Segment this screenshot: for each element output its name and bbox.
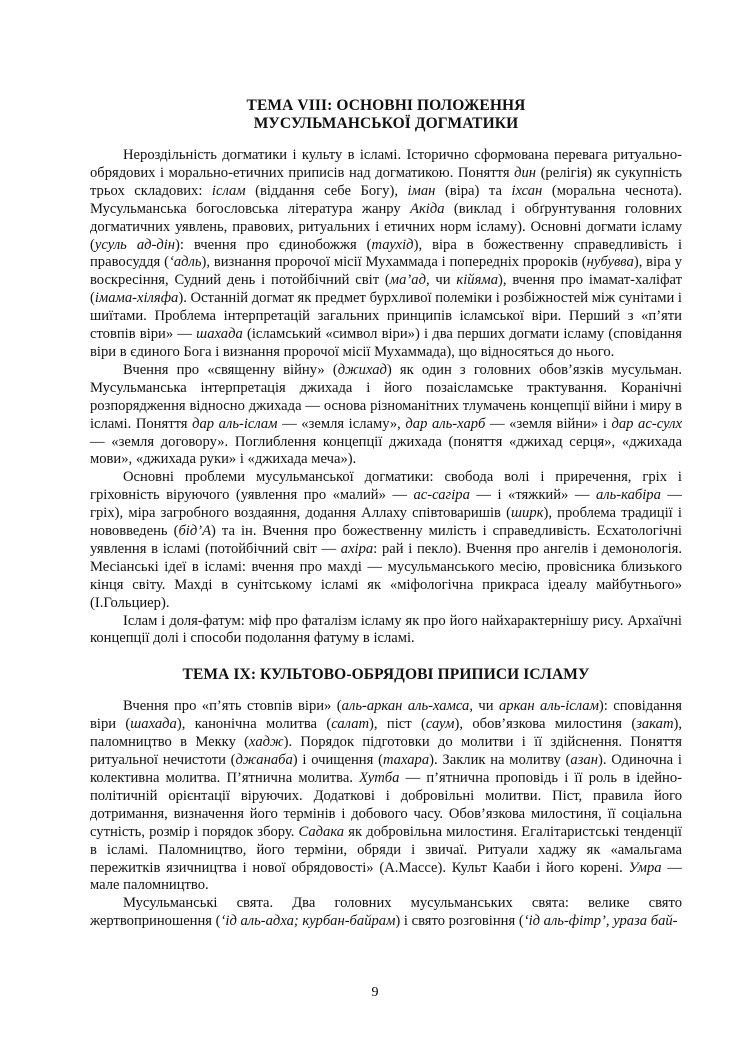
italic-term: аркан аль-іслам <box>499 698 599 715</box>
paragraph <box>90 362 682 469</box>
text-run: Нероздільність догматики і культу в ісламі. Історично сформована перевага ритуально-обрядових і морально-етичних приписів над догматикою. Поняття <box>90 147 682 181</box>
italic-term: ахіра <box>340 540 374 557</box>
italic-term: нубувва <box>586 254 634 271</box>
text-run: : рай і пекло). Вчення про ангелів і демонологія. Месіанські ідеї в ісламі: вчення про махді — мусульманського месію, провісника близького кінця світу. Махді в сунітському ісламі як «міфологічна прикраса ідеалу майбутнього» (І.Гольциер). <box>90 540 682 611</box>
text-run: Мусульманські свята. Два головних мусульманських свята: велике свято жертвоприношення ( <box>90 895 682 930</box>
text-run: ) і очищення ( <box>292 752 383 769</box>
italic-term: ‘ід аль-фітр’, ураза бай- <box>523 913 678 930</box>
text-run: ). Одиночна і колективна молитва. П’ятнична молитва. <box>90 752 682 786</box>
italic-term: ‘адль <box>168 254 202 271</box>
paragraph <box>90 895 682 931</box>
text-run: ): сповідання віри ( <box>90 698 683 733</box>
text-run: ). Останній догмат як предмет бурхливої полеміки і розбіжностей між сунітами і шиїтами. Проблема інтерпретацій загальних принципів ісламської віри. Перший з «п’яти стовпів віри» — <box>90 290 682 343</box>
text-run: ), вчення про імамат-халіфат ( <box>90 272 683 307</box>
text-run: (ісламський «символ віри») і два перших догмати ісламу (сповідання віри в єдиного Бога і визнання пророчої місії Мухаммада), що відносяться до нього. <box>90 326 682 360</box>
text-run: (віра) та <box>435 182 512 199</box>
italic-term: саум <box>425 716 455 733</box>
text-run: ) як один з головних обов’язків мусульман. Мусульманська інтерпретація джихада і його позаісламське трактування. Коранічні розпорядження відносно джихада — основа різноманітних тлумачень концепції війни і миру в ісламі. Поняття <box>90 361 683 432</box>
italic-term: хадж <box>249 734 284 751</box>
italic-term: шахада <box>130 716 177 733</box>
italic-term: закат <box>636 716 674 733</box>
text-run: Вчення про «п’ять стовпів віри» ( <box>123 698 342 715</box>
section-9-heading: ТЕМА IX: КУЛЬТОВО-ОБРЯДОВІ ПРИПИСИ ІСЛАМУ <box>182 666 590 684</box>
italic-term: аль-кабіра <box>595 487 661 504</box>
page-number: 9 <box>371 985 379 1000</box>
text-run: ), визнання пророчої місії Мухаммада і попередніх пророків ( <box>201 254 587 271</box>
italic-term: тахара <box>382 752 430 769</box>
text-run: ), паломництво в Мекку ( <box>90 716 682 751</box>
text-run: (моральна чеснота). Мусульманська богословська література жанру <box>90 182 682 217</box>
text-run: ), піст ( <box>369 716 426 733</box>
italic-term: ма’ад <box>389 272 426 289</box>
italic-term: Хутба <box>359 770 400 786</box>
text-run: — п’ятнична проповідь і її роль в ідейно-політичній орієнтації віруючих. Додаткові і добровільні молитви. Піст, правила його дотримання, визначення його термінів і добового часу. Обов’язкова милостиня, її соціальна сутність, розмір і порядок збору. <box>90 770 682 840</box>
italic-term: джихад <box>337 361 387 378</box>
italic-term: Акіда <box>410 200 445 217</box>
section-9-body <box>90 698 682 931</box>
text-run: ) і свято розговіння ( <box>395 913 524 930</box>
text-run: — «земля війни» і <box>485 415 612 432</box>
italic-term: іхсан <box>511 182 543 199</box>
italic-term: дин <box>514 164 537 181</box>
italic-term: азан <box>570 752 598 769</box>
text-run: (віддання себе Богу), <box>245 182 408 199</box>
text-run: Основні проблеми мусульманської догматики: свобода волі і приречення, гріх і гріховність віруючого (уявлення про «малий» — <box>90 469 682 504</box>
text-run: Вчення про «священну війну» ( <box>123 361 338 378</box>
section-8-heading <box>90 97 682 133</box>
text-run: ) та ін. Вчення про божественну милість і справедливість. Есхатологічні уявлення в ісламі (потойбічний світ — <box>90 523 682 557</box>
text-run: — гріх), міра загробного воздаяння, додання Аллаху співтоваришів ( <box>90 487 682 522</box>
italic-term: аль-аркан аль-хамса <box>341 698 470 715</box>
text-run: ), обов’язкова милостиня ( <box>454 716 637 733</box>
italic-term: ас-сагіра <box>413 487 470 504</box>
text-run: ), канонічна молитва ( <box>176 716 332 733</box>
text-run: — «земля договору». Поглиблення концепції джихада (поняття «джихад серця», «джихада мови», «джихада руки» і «джихада меча»). <box>90 433 682 468</box>
italic-term: салат <box>331 716 370 733</box>
text-run: — мале паломництво. <box>90 859 682 894</box>
italic-term: дар ас-сулх <box>611 415 682 432</box>
section-8-title-line2: МУСУЛЬМАНСЬКОЇ ДОГМАТИКИ <box>253 115 519 132</box>
text-run: , чи <box>425 272 457 289</box>
text-run: (виклад і обґрунтування головних догматичних уявлень, правових, ритуальних і етичних норм ісламу). Основні догмати ісламу ( <box>90 200 682 253</box>
paragraph <box>90 698 682 895</box>
italic-term: таухід <box>371 236 414 253</box>
text-run: ), віра в божественну справедливість і правосуддя ( <box>90 236 683 271</box>
italic-term: бід’А <box>178 523 211 540</box>
italic-term: дар аль-харб <box>405 415 486 432</box>
italic-term: шахада <box>196 326 243 343</box>
italic-term: іслам <box>211 182 246 199</box>
italic-term: кійяма <box>456 272 498 289</box>
section-8-title-line1: ТЕМА VIII: ОСНОВНІ ПОЛОЖЕННЯ <box>246 97 526 114</box>
italic-term: імама-хіляфа <box>94 290 179 307</box>
text-run: Іслам і доля-фатум: міф про фаталізм ісламу як про його найхарактернішу рису. Архаїчні концепції долі і способи подолання фатуму в ісламі. <box>90 612 682 647</box>
text-run: — і «тяжкий» — <box>469 487 596 504</box>
italic-term: Умра <box>628 859 662 876</box>
text-run: як добровільна милостиня. Егалітаристські тенденції в ісламі. Паломництво, його терміни, обряди і звичаї. Ритуали хаджу як «амальгама пережитків язичництва і нової обрядовості» (А.Массе). Культ Кааби і його корені. <box>90 823 682 876</box>
italic-term: ширк <box>511 505 544 522</box>
text-run: ), віра у воскресіння, Судний день і потойбічний світ ( <box>90 254 682 289</box>
italic-term: Садака <box>298 823 345 840</box>
italic-term: іман <box>407 182 436 199</box>
text-run: ). Порядок підготовки до молитви і її здійснення. Поняття ритуальної нечистоти ( <box>90 734 682 769</box>
text-run: ). Заклик на молитву ( <box>429 752 571 769</box>
section-8-body <box>90 147 682 648</box>
italic-term: усуль ад-дін <box>94 236 176 253</box>
italic-term: дар аль-іслам <box>192 415 278 432</box>
paragraph <box>90 469 682 612</box>
italic-term: ‘ід аль-адха; курбан-байрам <box>220 913 396 930</box>
document-page <box>90 97 682 931</box>
text-run: ): вчення про єдинобожжя ( <box>175 236 372 253</box>
text-run: ), проблема традиції і нововведень ( <box>90 505 682 540</box>
paragraph <box>90 147 682 362</box>
paragraph <box>90 613 682 649</box>
text-run: (релігія) як сукупність трьох складових: <box>90 164 683 199</box>
italic-term: джанаба <box>235 752 293 769</box>
text-run: , чи <box>469 698 499 715</box>
text-run: — «земля ісламу», <box>277 415 406 432</box>
